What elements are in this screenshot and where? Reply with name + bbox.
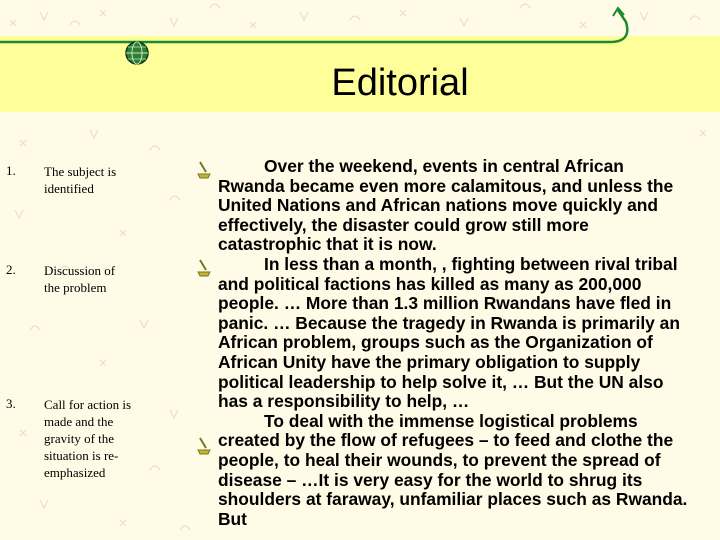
- accent-line: [0, 0, 720, 60]
- step-text: The subject is identified: [44, 164, 117, 196]
- paragraph: In less than a month, , fighting between rival tribal and political factions has killed as many as 200,000 people. … More than 1.3 million Rwandans have fled in panic. … Because the tragedy in Rwanda is primarily an African problem, groups such as the Organization of African Unity have the primary obligation to supply political leadership to help solve it, … But the UN also has a responsibility to help, …: [218, 253, 680, 412]
- step-number: 1.: [6, 163, 16, 178]
- slide-title: Editorial: [331, 62, 469, 104]
- pen-bullet-icon: [198, 162, 210, 178]
- step-text: Call for action is made and the gravity of the situation is re-emphasized: [44, 397, 132, 480]
- paragraph: Over the weekend, events in central African Rwanda became even more calamitous, and unless the United Nations and African nations move quickly and effectively, the disaster could grow still more catastrophic that it is now.: [218, 156, 674, 255]
- step-number: 2.: [6, 262, 16, 277]
- editorial-body: [218, 157, 690, 529]
- bullet-column: [196, 0, 216, 540]
- globe-icon: [124, 40, 150, 66]
- step-text: Discussion of the problem: [44, 263, 116, 295]
- paragraph: To deal with the immense logistical problems created by the flow of refugees – to feed and clothe the people, to heal their wounds, to prevent the spread of disease – …It is very easy for the world to shrug its shoulders at faraway, unfamiliar places such as Rwanda. But: [218, 410, 688, 529]
- step-number: 3.: [6, 396, 16, 411]
- pen-bullet-icon: [198, 438, 210, 454]
- pen-bullet-icon: [198, 260, 210, 276]
